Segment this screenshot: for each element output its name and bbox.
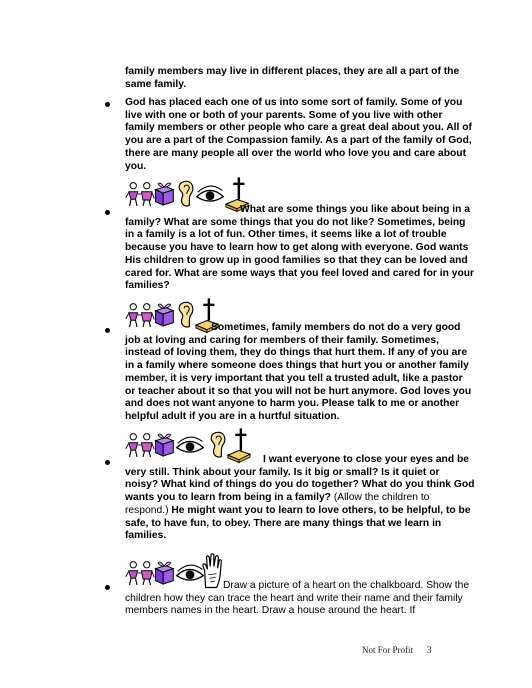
paragraph-continuation: family members may live in different places, they are all a part of the same family. <box>125 66 460 90</box>
page-footer <box>362 645 432 655</box>
paragraph-like-about-family: What are some things you like about being in a family? What are some things that you do not like? Sometimes, being in a family is a lot of fun. Other times, it seems like a lot of trouble because you have to learn how to get along with everyone. God wants His children to grow up in good families so that they can be loved and cared for. What are some ways that you feel loved and cared for in your families? <box>125 204 475 292</box>
paragraph-draw-heart: Draw a picture of a heart on the chalkboard. Show the children how they can trace the heart and write their name and their family members names in the heart. Draw a house around the heart. If <box>125 580 470 617</box>
eye-icon <box>177 565 203 580</box>
people-icon <box>126 183 155 206</box>
ear-icon <box>179 181 193 206</box>
page-number: 3 <box>427 645 432 655</box>
paragraph-close-your-eyes-text-a: I want everyone to close your eyes and be very still. Think about your family. Is it big or small? Is it quiet or noisy? What kind of things do you do together? What do you think God wants you to learn from being in a family? <box>125 454 475 504</box>
bullet <box>105 585 110 590</box>
footer-text: Not For Profit <box>362 645 414 655</box>
paragraph-close-your-eyes-text-c: He might want you to learn to love others, to be helpful, to be safe, to have fun, to obey. There are many things that we learn in families. <box>125 504 471 542</box>
teacher-note: (Allow the children to respond.) <box>125 492 430 516</box>
paragraph-hurtful-situation: Sometimes, family members do not do a very good job at loving and caring for members of their family. Sometimes, instead of loving them, they do things that hurt them. If any of you are in a family where someone does things that hurt you or another family member, it is very important that you tell a trusted adult, like a pastor or teacher about it so that you will not be hurt anymore. God loves you and does not want anyone to harm you. Please talk to me or another helpful adult if you are in a hurtful situation. <box>125 322 472 422</box>
bullet <box>105 328 110 333</box>
bullet <box>105 210 110 215</box>
bullet <box>105 460 110 465</box>
eye-icon <box>177 437 203 452</box>
paragraph-close-your-eyes <box>125 454 475 543</box>
bullet <box>105 102 110 107</box>
eye-icon <box>197 186 223 201</box>
gift-icon <box>156 183 174 205</box>
paragraph-family-of-god: God has placed each one of us into some sort of family. Some of you live with one or both of your parents. Some of you live with other family members or other people who care a great deal about you. All of you are a part of the Compassion family. As a part of the family of God, there are many people all over the world who love you and care about you. <box>125 97 472 172</box>
gift-icon <box>156 434 174 456</box>
